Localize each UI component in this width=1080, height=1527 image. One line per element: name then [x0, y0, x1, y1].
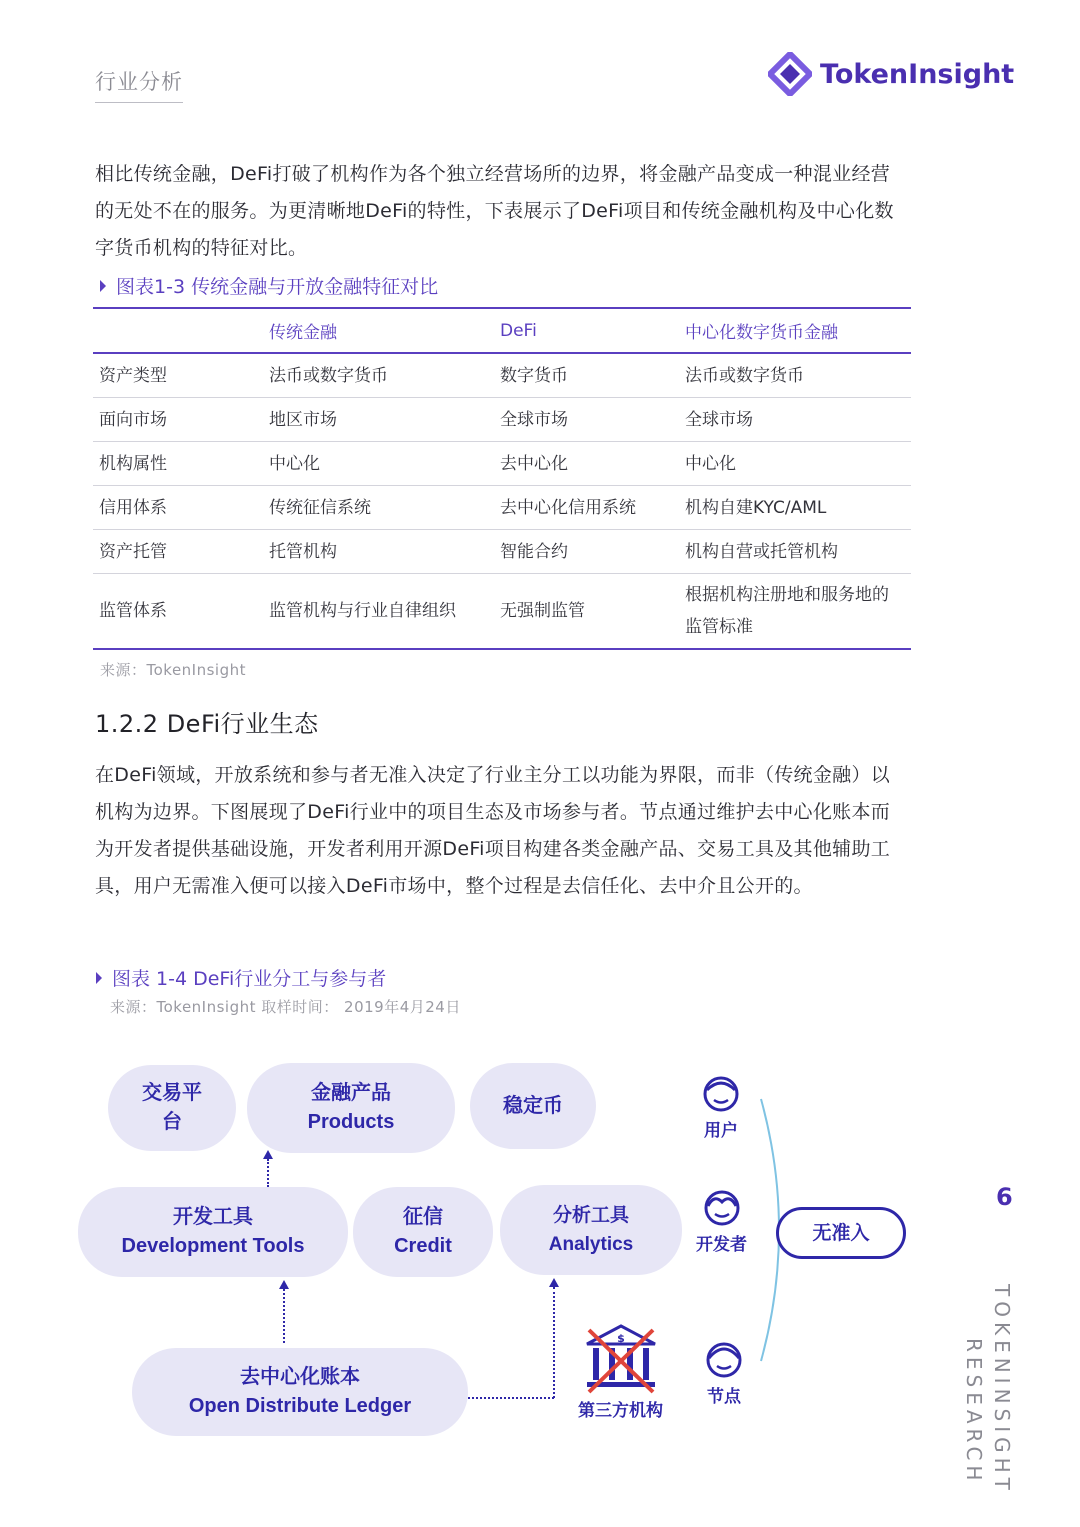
table-row [93, 398, 911, 442]
node-exchange-line1: 交易平 [142, 1082, 202, 1104]
node-stablecoin-label: 稳定币 [503, 1094, 563, 1117]
table-cell: 根据机构注册地和服务地的监管标准 [679, 574, 911, 650]
node-ledger-cn: 去中心化账本 [240, 1366, 360, 1388]
table-title-text: 图表1-3 传统金融与开放金融特征对比 [116, 276, 439, 298]
brand-name: TokenInsight [820, 58, 1015, 90]
page-number: 6 [996, 1183, 1013, 1211]
no-permission-badge [776, 1207, 906, 1259]
table-cell: 面向市场 [93, 398, 263, 442]
node-analytics [500, 1185, 682, 1275]
table-cell: 去中心化 [494, 442, 679, 486]
table-cell: 法币或数字货币 [263, 353, 494, 398]
figure-title-text: 图表 1-4 DeFi行业分工与参与者 [112, 968, 387, 990]
connector-line [553, 1287, 555, 1398]
arrow-up-icon [279, 1280, 289, 1289]
table-cell: 数字货币 [494, 353, 679, 398]
node-credit-cn: 征信 [403, 1206, 443, 1228]
node-products [247, 1063, 455, 1153]
node-stablecoin [470, 1063, 596, 1149]
node-devtools-en: Development Tools [121, 1235, 305, 1257]
table-cell: 资产托管 [93, 530, 263, 574]
participant-developers-label: 开发者 [696, 1235, 747, 1254]
caret-right-icon [96, 972, 102, 984]
tokeninsight-logo-icon [768, 52, 812, 96]
participant-nodes-label: 节点 [707, 1387, 741, 1406]
node-devtools-cn: 开发工具 [173, 1206, 253, 1228]
table-row [93, 486, 911, 530]
comparison-table [93, 307, 911, 650]
node-ledger-en: Open Distribute Ledger [188, 1395, 412, 1417]
section-heading: 1.2.2 DeFi行业生态 [95, 710, 319, 738]
node-exchange [108, 1065, 236, 1151]
node-exchange-line2: 台 [162, 1111, 182, 1133]
node-ledger [132, 1348, 468, 1436]
table-header-cell: 传统金融 [263, 308, 494, 353]
figure-title [96, 964, 386, 991]
table-row [93, 353, 911, 398]
body-paragraph: 在DeFi领域，开放系统和参与者无准入决定了行业主分工以功能为界限，而非（传统金融）以机构为边界。下图展现了DeFi行业中的项目生态及市场参与者。节点通过维护去中心化账本而为开发者提供基础设施，开发者利用开源DeFi项目构建各类金融产品、交易工具及其他辅助工具，用户无需准入便可以接入DeFi市场中，整个过程是去信任化、去中介且公开的。 [95, 764, 891, 897]
participant-nodes [702, 1340, 746, 1407]
table-row [93, 442, 911, 486]
table-cell: 监管体系 [93, 574, 263, 650]
table-cell: 资产类型 [93, 353, 263, 398]
participant-developers [696, 1188, 747, 1255]
table-cell: 机构自建KYC/AML [679, 486, 911, 530]
participant-users [699, 1074, 743, 1141]
table-cell: 全球市场 [494, 398, 679, 442]
node-credit-en: Credit [394, 1235, 452, 1257]
table-cell: 监管机构与行业自律组织 [263, 574, 494, 650]
table-cell: 地区市场 [263, 398, 494, 442]
table-cell: 托管机构 [263, 530, 494, 574]
node-credit [353, 1187, 493, 1277]
intro-paragraph: 相比传统金融，DeFi打破了机构作为各个独立经营场所的边界，将金融产品变成一种混业经营的无处不在的服务。为更清晰地DeFi的特性，下表展示了DeFi项目和传统金融机构及中心化数字货币机构的特征对比。 [95, 163, 894, 259]
table-cell: 信用体系 [93, 486, 263, 530]
side-research-text: RESEARCH [962, 1338, 986, 1486]
user-icon [699, 1074, 743, 1116]
caret-right-icon [100, 280, 106, 292]
section-label: 行业分析 [95, 66, 183, 103]
node-third-party [578, 1322, 663, 1421]
side-brand-text: TOKENINSIGHT [990, 1284, 1014, 1495]
arrow-up-icon [549, 1278, 559, 1287]
table-header-row [93, 308, 911, 353]
table-header-cell: 中心化数字货币金融 [679, 308, 911, 353]
arrow-up-icon [263, 1150, 273, 1159]
connector-line [267, 1159, 269, 1187]
table-title [100, 272, 438, 299]
connector-line [468, 1397, 554, 1399]
table-cell: 全球市场 [679, 398, 911, 442]
table-cell: 传统征信系统 [263, 486, 494, 530]
node-analytics-en: Analytics [548, 1234, 634, 1255]
table-header-cell: DeFi [494, 308, 679, 353]
crossed-bank-icon [581, 1322, 661, 1396]
table-cell: 智能合约 [494, 530, 679, 574]
table-cell: 去中心化信用系统 [494, 486, 679, 530]
node-products-en: Products [307, 1111, 395, 1133]
table-cell: 无强制监管 [494, 574, 679, 650]
table-cell: 机构属性 [93, 442, 263, 486]
brand-logo [768, 52, 1014, 96]
table-header-cell [93, 308, 263, 353]
connector-line [283, 1289, 285, 1343]
figure-source: 来源：TokenInsight 取样时间： 2019年4月24日 [110, 998, 461, 1016]
table-row [93, 574, 911, 650]
svg-text:$: $ [616, 1332, 625, 1345]
node-analytics-cn: 分析工具 [552, 1205, 629, 1226]
table-cell: 中心化 [263, 442, 494, 486]
node-operator-icon [702, 1340, 746, 1382]
table-cell: 中心化 [679, 442, 911, 486]
table-cell: 法币或数字货币 [679, 353, 911, 398]
developer-icon [700, 1188, 744, 1230]
node-products-cn: 金融产品 [311, 1082, 391, 1104]
table-source: 来源：TokenInsight [100, 661, 247, 679]
table-row [93, 530, 911, 574]
node-third-party-label: 第三方机构 [578, 1401, 663, 1420]
node-devtools [78, 1187, 348, 1277]
participant-users-label: 用户 [704, 1121, 738, 1140]
table-cell: 机构自营或托管机构 [679, 530, 911, 574]
no-permission-label: 无准入 [812, 1222, 870, 1244]
